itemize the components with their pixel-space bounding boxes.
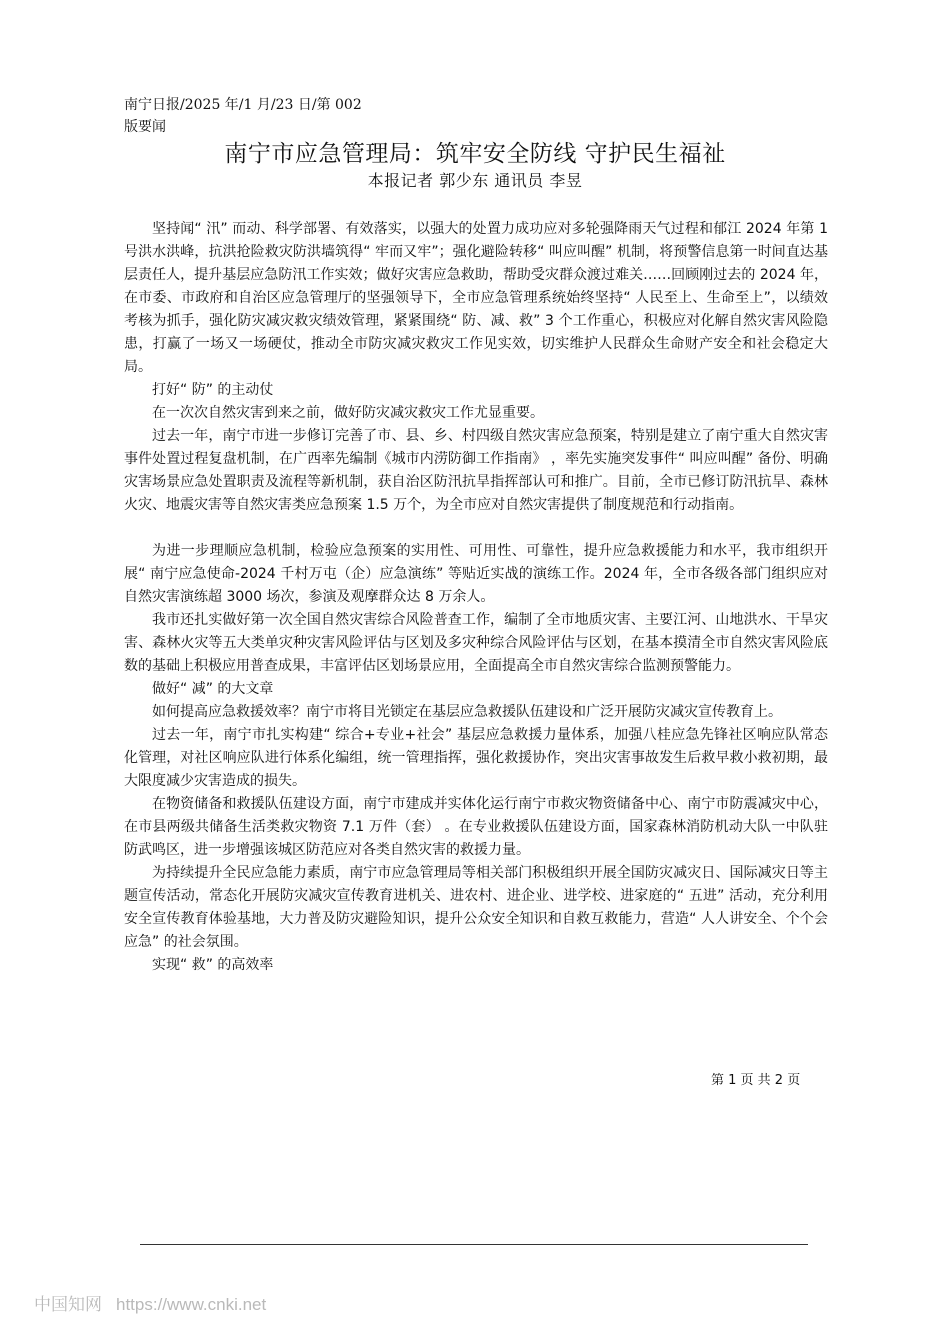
- subheading-rescue: 实现“ 救” 的高效率: [152, 957, 274, 973]
- paragraph: 如何提高应急救援效率？南宁市将目光锁定在基层应急救援队伍建设和广泛开展防灾减灾宣传教育上。: [152, 704, 782, 720]
- article-byline: 本报记者 郭少东 通讯员 李昱: [367, 171, 583, 190]
- paragraph: 我市还扎实做好第一次全国自然灾害综合风险普查工作，编制了全市地质灾害、主要江河、山地洪水、干旱灾害、森林火灾等五大类单灾种灾害风险评估与区划及多灾种综合风险评估与区划，在基本摸清全市自然灾害风险底数的基础上积极应用普查成果，丰富评估区划场景应用，全面提高全市自然灾害综合监测预警能力。: [124, 612, 828, 674]
- paragraph-intro: 坚持闻“ 汛” 而动、科学部署、有效落实，以强大的处置力成功应对多轮强降雨天气过程和郁江 2024 年第 1 号洪水洪峰，抗洪抢险救灾防洪墙筑得“ 牢而又牢”；强化避险转移“ 叫应叫醒” 机制，将预警信息第一时间直达基层责任人，提升基层应急防汛工作实效；做好灾害应急救助，帮助受灾群众渡过难关……回顾刚过去的 2024 年，在市委、市政府和自治区应急管理厅的坚强领导下，全市应急管理系统始终坚持“ 人民至上、生命至上”，以绩效考核为抓手，强化防灾减灾救灾绩效管理，紧紧围绕“ 防、减、救” 3 个工作重心，积极应对化解自然灾害风险隐患，打赢了一场又一场硬仗，推动全市防灾减灾救灾工作见实效，切实维护人民群众生命财产安全和社会稳定大局。: [124, 221, 828, 375]
- paragraph: 在一次次自然灾害到来之前，做好防灾减灾救灾工作尤显重要。: [152, 405, 544, 421]
- paragraph-gap: [124, 517, 828, 540]
- paragraph: 为持续提升全民应急能力素质，南宁市应急管理局等相关部门积极组织开展全国防灾减灾日、国际减灾日等主题宣传活动，常态化开展防灾减灾宣传教育进机关、进农村、进企业、进学校、进家庭的“ 五进” 活动，充分利用安全宣传教育体验基地，大力普及防灾避险知识，提升公众安全知识和自救互救能力，营造“ 人人讲安全、个个会应急” 的社会氛围。: [124, 865, 828, 950]
- cnki-watermark: [34, 1293, 280, 1317]
- watermark-brand: 中国知网: [34, 1295, 102, 1314]
- paragraph: 在物资储备和救援队伍建设方面，南宁市建成并实体化运行南宁市救灾物资储备中心、南宁市防震减灾中心，在市县两级共储备生活类救灾物资 7.1 万件（套） 。在专业救援队伍建设方面，国家森林消防机动大队一中队驻防武鸣区，进一步增强该城区防范应对各类自然灾害的救援力量。: [124, 796, 828, 858]
- page-number: 第 1 页 共 2 页: [711, 1073, 801, 1088]
- paragraph: 过去一年，南宁市进一步修订完善了市、县、乡、村四级自然灾害应急预案，特别是建立了南宁重大自然灾害事件处置过程复盘机制，在广西率先编制《城市内涝防御工作指南》 ，率先实施突发事件“ 叫应叫醒” 备份、明确灾害场景应急处置职责及流程等新机制，获自治区防汛抗旱指挥部认可和推广。目前，全市已修订防汛抗旱、森林火灾、地震灾害等自然灾害类应急预案 1.5 万个，为全市应对自然灾害提供了制度规范和行动指南。: [124, 428, 828, 513]
- article-title: 南宁市应急管理局：筑牢安全防线 守护民生福祉: [224, 141, 726, 167]
- footer-divider: [140, 1244, 808, 1245]
- paragraph: 过去一年，南宁市扎实构建“ 综合+专业+社会” 基层应急救援力量体系，加强八桂应急先锋社区响应队常态化管理，对社区响应队进行体系化编组，统一管理指挥，强化救援协作，突出灾害事故发生后救早救小救初期，最大限度减少灾害造成的损失。: [124, 727, 828, 789]
- subheading-reduce: 做好“ 减” 的大文章: [152, 681, 274, 697]
- source-info: [124, 94, 362, 138]
- paragraph: 为进一步理顺应急机制，检验应急预案的实用性、可用性、可靠性，提升应急救援能力和水平，我市组织开展“ 南宁应急使命-2024 千村万屯（企）应急演练” 等贴近实战的演练工作。2024 年，全市各级各部门组织应对自然灾害演练超 3000 场次，参演及观摩群众达 8 万余人。: [124, 543, 828, 605]
- subheading-prevent: 打好“ 防” 的主动仗: [152, 382, 274, 398]
- article-body: [124, 218, 828, 977]
- source-line: 南宁日报/2025 年/1 月/23 日/第 002: [124, 97, 362, 113]
- watermark-url: https://www.cnki.net: [116, 1295, 267, 1314]
- section-label: 版要闻: [124, 119, 166, 135]
